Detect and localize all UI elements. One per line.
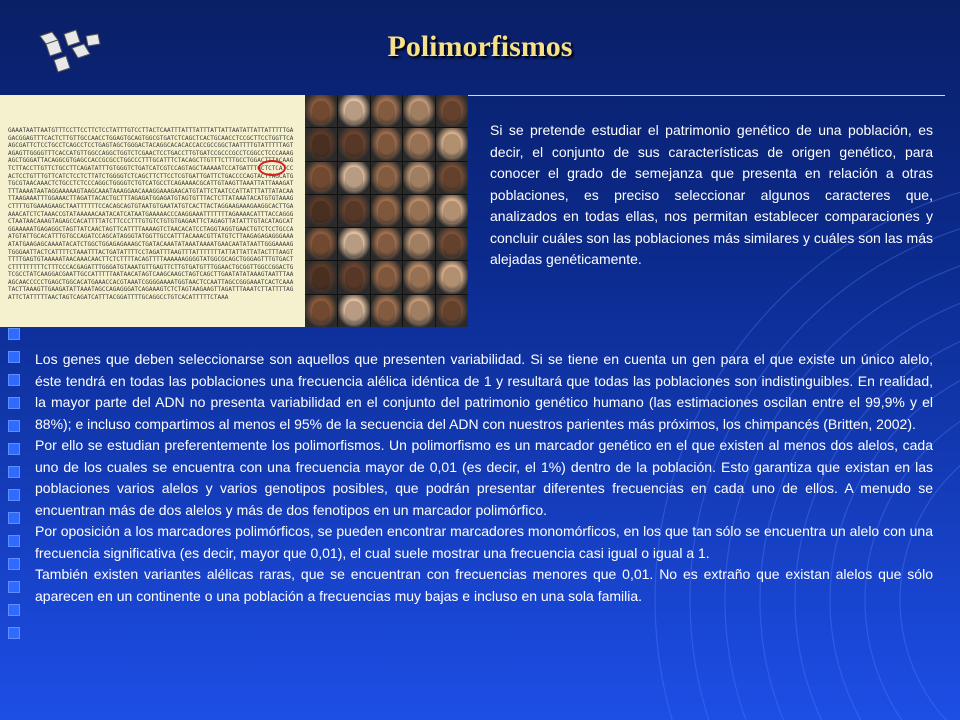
face-portrait [436, 261, 468, 293]
bullet-square [8, 489, 20, 501]
bullet-square [8, 351, 20, 363]
face-portrait [371, 295, 403, 327]
face-portrait [305, 95, 337, 127]
face-portrait [338, 261, 370, 293]
face-portrait [338, 128, 370, 160]
paragraph-rare-variants: También existen variantes alélicas raras, que se encuentran con frecuencias menores que 0,01. No es extraño que existan alelos que sólo aparecen en un continente o una población a frecuencias muy bajas e incluso en una sola familia. [35, 566, 933, 604]
bullet-square [8, 604, 20, 616]
face-portrait [403, 162, 435, 194]
face-portrait [403, 261, 435, 293]
bullet-square [8, 535, 20, 547]
face-portrait [403, 95, 435, 127]
body-text [35, 349, 933, 607]
bullet-square [8, 397, 20, 409]
face-portrait [436, 162, 468, 194]
face-portrait [338, 295, 370, 327]
face-portrait [305, 195, 337, 227]
face-portrait [338, 95, 370, 127]
face-portrait [436, 128, 468, 160]
face-portrait [371, 95, 403, 127]
bullet-square [8, 466, 20, 478]
face-portrait [403, 295, 435, 327]
bullet-square [8, 512, 20, 524]
highlight-circle [258, 160, 286, 176]
bullet-square [8, 558, 20, 570]
face-portrait [305, 295, 337, 327]
face-portrait [436, 228, 468, 260]
page-title: Polimorfismos [387, 30, 573, 63]
face-portrait [305, 261, 337, 293]
paragraph-monomorphic: Por oposición a los marcadores polimórficos, se pueden encontrar marcadores monomórficos, en los que tan sólo se encuentra un alelo con una frecuencia significativa (es decir, mayor que 0,01), el cual suele mostrar una frecuencia casi igual o igual a 1. [35, 523, 933, 561]
face-portrait [403, 195, 435, 227]
face-portrait [371, 228, 403, 260]
bullet-square [8, 420, 20, 432]
bullet-square [8, 443, 20, 455]
face-portrait [305, 228, 337, 260]
dna-sequence-image [0, 95, 305, 327]
face-portrait [436, 95, 468, 127]
face-portrait [338, 195, 370, 227]
face-portrait [305, 162, 337, 194]
face-portrait [436, 195, 468, 227]
face-portrait [371, 128, 403, 160]
face-portrait [338, 162, 370, 194]
face-portrait [371, 162, 403, 194]
face-portrait [338, 228, 370, 260]
face-portrait [403, 228, 435, 260]
face-portrait [436, 295, 468, 327]
bullet-square [8, 627, 20, 639]
bullet-square [8, 374, 20, 386]
face-portrait [371, 195, 403, 227]
paragraph-variability: Los genes que deben seleccionarse son aquellos que presenten variabilidad. Si se tiene en cuenta un gen para el que existe un único alelo, éste tendrá en todas las poblaciones una frecuencia alélica idéntica de 1 y resultará que todas las poblaciones son indistinguibles. En realidad, la mayor parte del ADN no presenta variabilidad en el conjunto del patrimonio genético humano (las estimaciones oscilan entre el 99,9% y el 88%); e incluso compartimos al menos el 95% de la secuencia del ADN con nuestros parientes más próximos, los chimpancés (Britten, 2002). [35, 351, 933, 432]
face-portrait [305, 128, 337, 160]
dna-sequence-text: GAAATAATTAATGTTTCCTTCCTTCTCCTATTTGTCCTTACTCAATTTATTTATTTATTATTAATATTATTATTTTTGAGACGGAGTTTCACTCTTGTTGCCAACCTGGAGTGCAGTGGCGTGATCTCAGCTCACTGCAACCTCCGCTTCCTGGTTCAAGCGATTCTCCTGCCTCAGCCTCCTGAGTAGCTGGGACTACAGGCACACACCACCGCCGGCTAATTTTGTATTTTTAGTAGAGTTGGGGTTTCACCATGTTGGCCAGGCTGGTCTCGAACTCCTGACCTTGTGATCCGCCCGCCTCGGCCTCCCAAAGAGCTGGGATTACAGGCGTGAGCCACCGCGCCTGGCCCTTTGCATTTCTACAGCTTGTTTCTTTGCCTGGACTTTACAAGTCTTACCTTGTTCTGCCTTCAGATATTTGTGGGTCTGATCATCGTCCAGTAGCTAAAAATCCATGATTTGCTCTCATCCACTCCTGTTTGTTCATCTCCTCTTATCTGGGGTCTCAGCTTCTTCCTCGTGATTGATTCTGACCCCAGTACTTAGCATGTGCGTAACAAACTCTGCCTCTCCCAGGCTGGGGTCTGTCATGCCTCAGAAAACGCATTGTAAGTTAAATTATTAAAGATTTTAAAATAATAGGAAAAAGTAAGCAAATAAAGGAACAAAGGAAAGAACATGTATTCTAATCCATTATTTATTATACAATTAAGAAATTTGGAAACTTAGATTACACTGCTTTAGAGATGGAGATGTAGTGTTTACTCTTATAAATACATGTGTAAAGCTTTTGTGAAAGAAGCTAATTTTTTCCACAGCAGTGTAATGTGAATATGTCACTTACTAGGAAGAAAGAAGGCACTTGAAAACATCTCTAAACCGTATAAAAACAATACATCATAATGAAAAACCCAAGGAAATTTTTTTAGAAAACATTTACCAGGGCTAATAACAAAGTAGAGCCACATTTTATCTTCCCTTTGTGTCTGTGTGAGAATTCTAGAGTTATATTTGTACATAGCATGGAAAAATGAGAGGCTAGTTATCAACTAGTTCATTTTAAAAGTCTAACACATCCTAGGTAGGTGAACTGTCTCCTGCCAATGTATTGCACATTTGTGCCAGATCCAGCATAGGGTATGGTTGCCATTTACAAACGTTATGTCTTAAGAGAGAGGGAAAATATGAAGAGCAAAATACATCTGGCTGGAGAGAAAGCTGATACAAATATAAATAAAATGAACAATATAATTGGGAAAAGTGGGAATTACTCATTTTCTAAATTTACTGATATTTTCCTAGATTTAAGTTTATTTTTTTATTATTATTATACTTTAAGTTTTTGAGTGTAAAAATAACAAACAACTTCTCTTTTACAGTTTTAAAAAAGGGGTATGGCGCAGCTGGGAGTTTGTGACTCTTTTTTTTTCTTTCCCACGAGATTTGGGATGTAAATGTTGAGTTCTTGTGATGTTTGGAACTGCGGTTGGCCGGACTGTCGCCTATCAAGGACGAATTGCCATTTTTAATAACATAGTCAAGCAAGCTAGTCAGCTTGAATATATAAAGTAATTTAAAGCAACCCCCTGAGCTGGCACATGAAACCACGTAAATCGGGGAAAATGGTAACTCCAATTAGCCGGGAAATCACTCAAATACTTAAAGTTGAAGATATTAAATAGCCAGAGGGATCAGAAAGTCTCTAGTAAGAAGTTAGATTTAAATCTTATTTTAGATTCTATTTTTAACTAGTCAGATCATTTACGGATTTTGCAGGCCTGTCACATTTTTCTAAA [8, 127, 294, 302]
paragraph-polymorphisms: Por ello se estudian preferentemente los polimorfismos. Un polimorfismo es un marcador genético en el que existen al menos dos alelos, cada uno de los cuales se encuentra con una frecuencia mayor de 0,01 (es decir, el 1%) dentro de la población. Esto garantiza que existan en las poblaciones varios alelos y varios genotipos posibles, que podrán presentar diferentes frecuencias en cada uno de ellos. A menudo se encuentran más de dos alelos y más de dos fenotipos en un marcador polimórfico. [35, 437, 933, 518]
bullet-column [8, 328, 24, 650]
face-portrait [371, 261, 403, 293]
face-portrait [403, 128, 435, 160]
faces-collage-image [305, 95, 468, 327]
bullet-square [8, 328, 20, 340]
bullet-square [8, 581, 20, 593]
title-divider [465, 95, 945, 96]
intro-paragraph: Si se pretende estudiar el patrimonio genético de una población, es decir, el conjunto de sus características de origen genético, para conocer el grado de semejanza que presenta en relación a otras poblaciones, es preciso seleccionar algunos caracteres que, analizados en todas ellas, nos permitan establecer comparaciones y concluir cuáles son las poblaciones más similares y cuáles son las más alejadas genéticamente. [490, 122, 933, 267]
